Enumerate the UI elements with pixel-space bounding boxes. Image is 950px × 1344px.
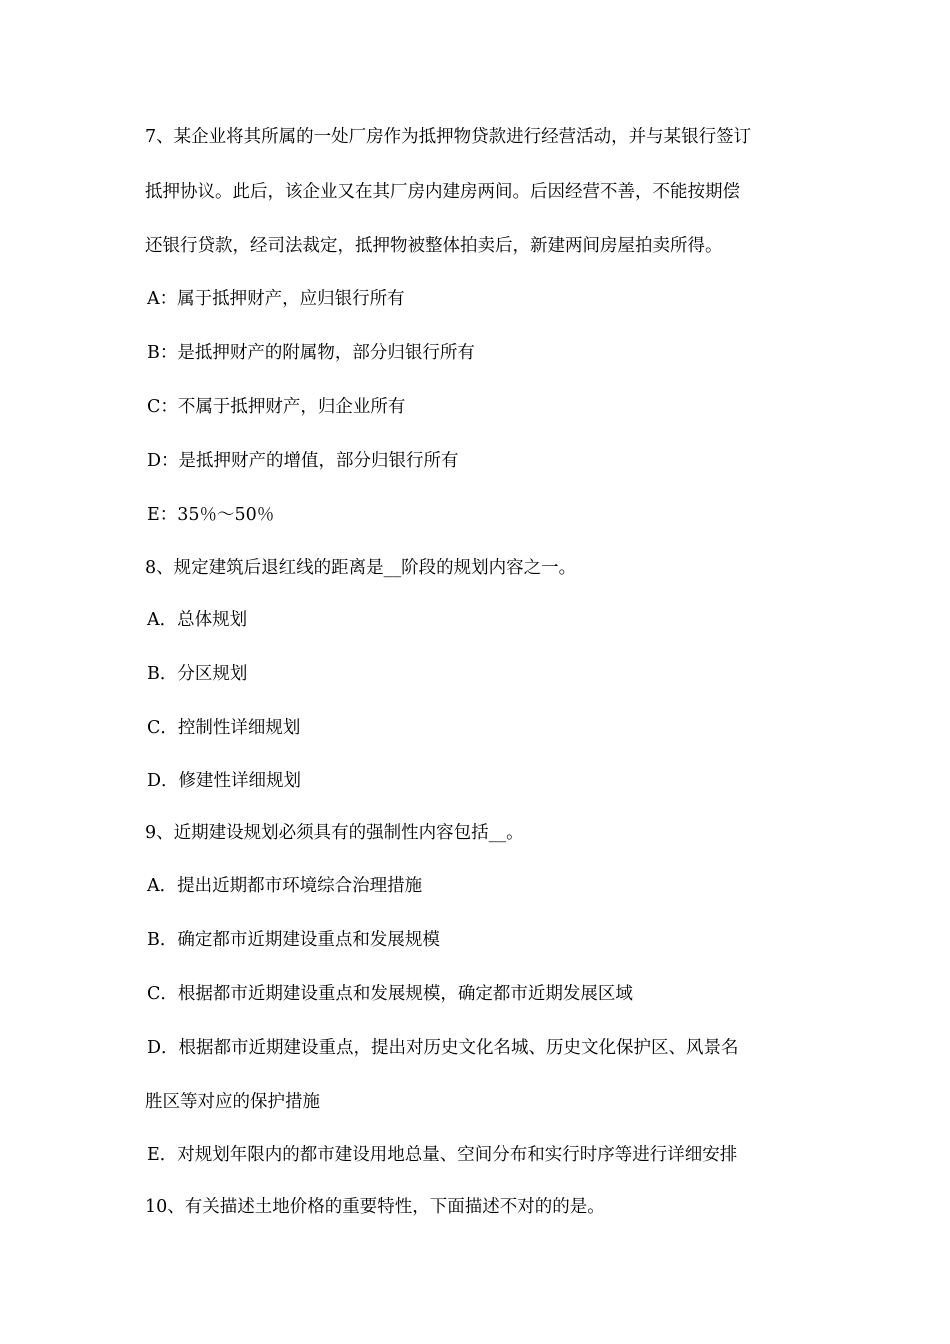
question-9-option-e: E．对规划年限内的都市建设用地总量、空间分布和实行时序等进行详细安排 <box>147 1145 738 1165</box>
question-8-option-c: C．控制性详细规划 <box>147 718 301 738</box>
question-7-option-b: B：是抵押财产的附属物，部分归银行所有 <box>147 343 475 363</box>
question-9-option-b: B．确定都市近期建设重点和发展规模 <box>147 930 440 950</box>
question-10-stem: 10、有关描述土地价格的重要特性，下面描述不对的的是。 <box>145 1197 605 1217</box>
question-8-option-a: A．总体规划 <box>147 610 248 630</box>
question-9-stem: 9、近期建设规划必须具有的强制性内容包括__。 <box>145 823 524 843</box>
question-7-stem-line-1: 7、某企业将其所属的一处厂房作为抵押物贷款进行经营活动，并与某银行签订 <box>145 127 752 147</box>
question-9-option-d-continuation: 胜区等对应的保护措施 <box>145 1092 320 1112</box>
question-7-option-d: D：是抵押财产的增值，部分归银行所有 <box>147 451 459 471</box>
question-7-option-c: C：不属于抵押财产，归企业所有 <box>147 397 406 417</box>
question-8-option-d: D．修建性详细规划 <box>147 771 302 791</box>
question-7-stem-line-3: 还银行贷款，经司法裁定，抵押物被整体拍卖后，新建两间房屋拍卖所得。 <box>145 236 723 256</box>
question-9-option-a: A．提出近期都市环境综合治理措施 <box>147 876 423 896</box>
question-7-option-e: E：35％～50％ <box>147 505 275 525</box>
question-8-stem: 8、规定建筑后退红线的距离是__阶段的规划内容之一。 <box>145 558 577 578</box>
question-7-stem-line-2: 抵押协议。此后，该企业又在其厂房内建房两间。后因经营不善，不能按期偿 <box>145 182 740 202</box>
question-8-option-b: B．分区规划 <box>147 664 248 684</box>
question-9-option-d: D．根据都市近期建设重点，提出对历史文化名城、历史文化保护区、风景名 <box>147 1038 739 1058</box>
question-7-option-a: A：属于抵押财产，应归银行所有 <box>147 289 405 309</box>
question-9-option-c: C．根据都市近期建设重点和发展规模，确定都市近期发展区域 <box>147 984 633 1004</box>
